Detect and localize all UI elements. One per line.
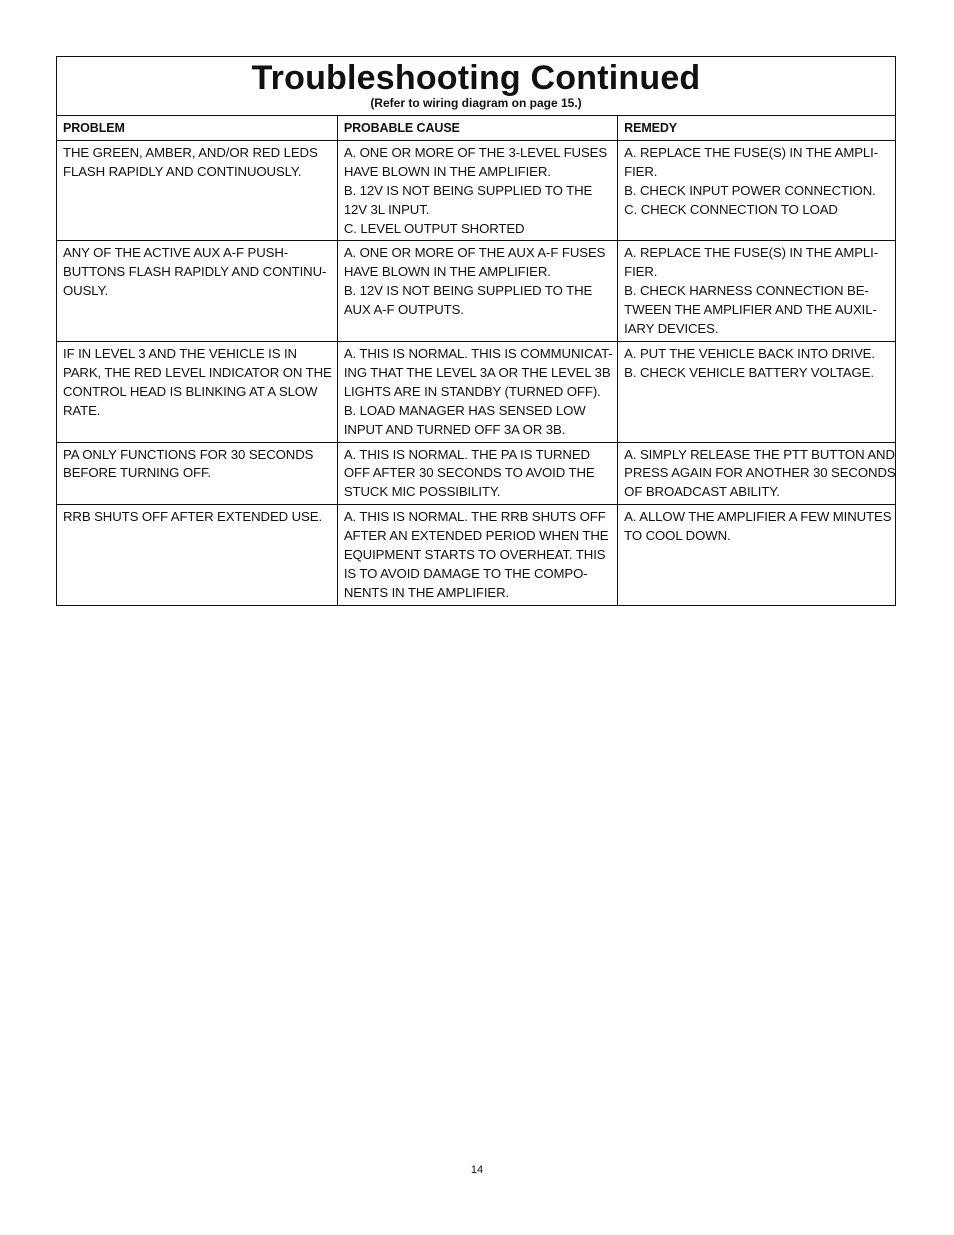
cell-text-line: TO COOL DOWN.: [624, 528, 731, 544]
cell-text-line: B. 12V IS NOT BEING SUPPLIED TO THE: [343, 283, 593, 299]
cell-text-line: B. 12V IS NOT BEING SUPPLIED TO THE: [343, 182, 593, 198]
cell-text-line: B. CHECK INPUT POWER CONNECTION.: [624, 182, 876, 198]
cell-text-line: FIER.: [624, 163, 658, 179]
table-row: [57, 341, 895, 442]
cell-text-line: PARK, THE RED LEVEL INDICATOR ON THE: [63, 364, 332, 380]
cell-text-line: OF BROADCAST ABILITY.: [624, 484, 780, 500]
cell-text-line: THE GREEN, AMBER, AND/OR RED LEDS: [63, 144, 318, 160]
cell-text-line: HAVE BLOWN IN THE AMPLIFIER.: [343, 163, 551, 179]
remedy-cell: [618, 442, 895, 505]
page-title: Troubleshooting Continued: [251, 59, 701, 97]
table-row: [57, 505, 895, 605]
problem-cell: [57, 505, 337, 605]
remedy-cell: [618, 505, 895, 605]
probable-cause-cell: [337, 505, 617, 605]
cell-text-line: PA ONLY FUNCTIONS FOR 30 SECONDS: [63, 446, 314, 462]
page-number: 14: [470, 1164, 484, 1176]
problem-cell: [57, 341, 337, 442]
table-body: [57, 140, 895, 604]
probable-cause-cell: [337, 140, 617, 241]
cell-text-line: A. ALLOW THE AMPLIFIER A FEW MINUTES: [624, 509, 892, 525]
cell-text-line: A. REPLACE THE FUSE(S) IN THE AMPLI-: [624, 245, 879, 261]
cell-text-line: C. LEVEL OUTPUT SHORTED: [343, 220, 525, 236]
cell-text-line: ING THAT THE LEVEL 3A OR THE LEVEL 3B: [343, 364, 611, 380]
cell-text-line: CONTROL HEAD IS BLINKING AT A SLOW: [63, 383, 318, 399]
cell-text-line: C. CHECK CONNECTION TO LOAD: [624, 201, 838, 217]
column-header-problem: PROBLEM: [57, 116, 337, 140]
page-subtitle: (Refer to wiring diagram on page 15.): [370, 96, 582, 110]
cell-text-line: NENTS IN THE AMPLIFIER.: [343, 584, 510, 600]
table-header-row: [57, 116, 895, 140]
table-row: [57, 140, 895, 241]
cell-text-line: AUX A-F OUTPUTS.: [343, 302, 464, 318]
probable-cause-cell: [337, 442, 617, 505]
cell-text-line: FIER.: [624, 264, 658, 280]
cell-text-line: 12V 3L INPUT.: [343, 201, 430, 217]
troubleshooting-sheet: [56, 56, 896, 606]
table-row: [57, 241, 895, 342]
cell-text-line: A. REPLACE THE FUSE(S) IN THE AMPLI-: [624, 144, 879, 160]
cell-text-line: IS TO AVOID DAMAGE TO THE COMPO-: [343, 565, 588, 581]
cell-text-line: BEFORE TURNING OFF.: [63, 465, 212, 481]
cell-text-line: BUTTONS FLASH RAPIDLY AND CONTINU-: [63, 264, 327, 280]
cell-text-line: A. ONE OR MORE OF THE AUX A-F FUSES: [343, 245, 606, 261]
cell-text-line: OFF AFTER 30 SECONDS TO AVOID THE: [343, 465, 595, 481]
cell-text-line: HAVE BLOWN IN THE AMPLIFIER.: [343, 264, 551, 280]
cell-text-line: A. ONE OR MORE OF THE 3-LEVEL FUSES: [343, 144, 608, 160]
cell-text-line: LIGHTS ARE IN STANDBY (TURNED OFF).: [343, 383, 601, 399]
cell-text-line: EQUIPMENT STARTS TO OVERHEAT. THIS: [343, 547, 606, 563]
cell-text-line: B. CHECK VEHICLE BATTERY VOLTAGE.: [624, 364, 874, 380]
cell-text-line: B. CHECK HARNESS CONNECTION BE-: [624, 283, 869, 299]
remedy-cell: [618, 140, 895, 241]
column-header-remedy: REMEDY: [618, 116, 895, 140]
problem-cell: [57, 140, 337, 241]
cell-text-line: B. LOAD MANAGER HAS SENSED LOW: [343, 402, 586, 418]
problem-cell: [57, 241, 337, 342]
title-block: [57, 57, 895, 116]
cell-text-line: IF IN LEVEL 3 AND THE VEHICLE IS IN: [63, 345, 297, 361]
probable-cause-cell: [337, 341, 617, 442]
cell-text-line: A. THIS IS NORMAL. THE PA IS TURNED: [343, 446, 590, 462]
cell-text-line: A. PUT THE VEHICLE BACK INTO DRIVE.: [624, 345, 875, 361]
column-header-probable-cause: PROBABLE CAUSE: [337, 116, 617, 140]
cell-text-line: STUCK MIC POSSIBILITY.: [343, 484, 501, 500]
remedy-cell: [618, 341, 895, 442]
troubleshooting-table: [57, 116, 895, 605]
cell-text-line: RATE.: [63, 402, 101, 418]
table-row: [57, 442, 895, 505]
problem-cell: [57, 442, 337, 505]
cell-text-line: PRESS AGAIN FOR ANOTHER 30 SECONDS: [624, 465, 896, 481]
cell-text-line: A. SIMPLY RELEASE THE PTT BUTTON AND: [624, 446, 895, 462]
cell-text-line: AFTER AN EXTENDED PERIOD WHEN THE: [343, 528, 609, 544]
cell-text-line: INPUT AND TURNED OFF 3A OR 3B.: [343, 421, 566, 437]
cell-text-line: RRB SHUTS OFF AFTER EXTENDED USE.: [63, 509, 323, 525]
probable-cause-cell: [337, 241, 617, 342]
cell-text-line: ANY OF THE ACTIVE AUX A-F PUSH-: [63, 245, 289, 261]
cell-text-line: FLASH RAPIDLY AND CONTINUOUSLY.: [63, 163, 302, 179]
cell-text-line: A. THIS IS NORMAL. THE RRB SHUTS OFF: [343, 509, 606, 525]
cell-text-line: IARY DEVICES.: [624, 321, 719, 337]
cell-text-line: TWEEN THE AMPLIFIER AND THE AUXIL-: [624, 302, 877, 318]
cell-text-line: OUSLY.: [63, 283, 109, 299]
cell-text-line: A. THIS IS NORMAL. THIS IS COMMUNICAT-: [343, 345, 613, 361]
remedy-cell: [618, 241, 895, 342]
